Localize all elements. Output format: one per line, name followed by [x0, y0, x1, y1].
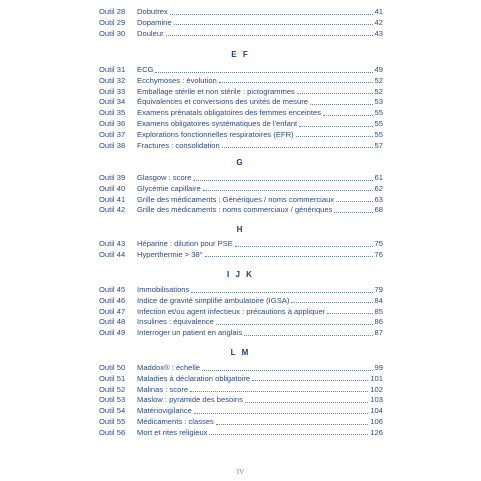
dot-leader	[336, 200, 372, 202]
dot-leader	[291, 301, 372, 303]
dot-leader	[299, 125, 372, 127]
toc-entry-title: Médicaments : classes	[137, 417, 214, 426]
toc-entry-number: Outil 49	[99, 328, 126, 338]
toc-entry-title: Maladies à déclaration obligatoire	[137, 373, 251, 383]
toc-entry[interactable]	[99, 172, 383, 183]
toc-entry[interactable]	[99, 327, 383, 338]
toc-entry-number: Outil 47	[99, 306, 126, 316]
toc-entry-page: 104	[370, 406, 383, 416]
toc-entry-page: 52	[374, 86, 383, 96]
toc-entry-number: Outil 29	[99, 17, 126, 27]
toc-entry[interactable]	[99, 118, 383, 129]
toc-entry-number: Outil 52	[99, 384, 126, 394]
toc-entry-number: Outil 51	[99, 373, 126, 383]
toc-entry-number: Outil 31	[99, 65, 126, 74]
dot-leader	[209, 433, 368, 435]
toc-entry[interactable]	[99, 194, 383, 205]
dot-leader	[296, 135, 373, 137]
toc-entry-title: Glasgow : score	[137, 173, 192, 182]
toc-entry-number: Outil 56	[99, 427, 126, 437]
toc-entry-page: 85	[374, 306, 383, 316]
toc-entry-title: Dobutrex	[137, 7, 168, 16]
dot-leader	[252, 379, 368, 381]
toc-entry-number: Outil 44	[99, 249, 126, 259]
toc-entry-number: Outil 54	[99, 406, 126, 416]
toc-entry[interactable]	[99, 249, 383, 260]
toc-entry-number: Outil 50	[99, 363, 126, 372]
dot-leader	[235, 245, 373, 247]
toc-entry-page: 76	[374, 249, 383, 259]
section-heading: H	[236, 225, 245, 234]
section-heading: E F	[231, 50, 250, 59]
toc-entry-title: Douleur	[137, 28, 164, 38]
dot-leader	[323, 114, 373, 116]
dot-leader	[166, 34, 373, 36]
section-heading: I J K	[227, 270, 254, 279]
toc-entry-page: 87	[374, 328, 383, 338]
toc-entry[interactable]	[99, 17, 383, 28]
toc-entry-title: Maddox® : échelle	[137, 363, 201, 372]
toc-entry-title: Ecchymoses : évolution	[137, 75, 217, 85]
toc-entry-page: 79	[374, 285, 383, 294]
page-number: IV	[236, 468, 245, 476]
toc-entry-page: 62	[374, 183, 383, 193]
toc-entry-number: Outil 55	[99, 417, 126, 426]
toc-entry-number: Outil 32	[99, 75, 126, 85]
toc-entry-page: 63	[374, 194, 383, 204]
toc-entry[interactable]	[99, 284, 383, 295]
dot-leader	[327, 312, 372, 314]
toc-entry-title: Hyperthermie > 38°	[137, 249, 203, 259]
toc-entry[interactable]	[99, 28, 383, 39]
toc-entry[interactable]	[99, 140, 383, 151]
toc-entry-title: Emballage stérile et non stérile : pictogrammes	[137, 86, 295, 96]
toc-entry-title: ECG	[137, 65, 154, 74]
dot-leader	[155, 71, 372, 73]
dot-leader	[310, 103, 373, 105]
toc-entry-page: 84	[374, 295, 383, 305]
toc-entry-number: Outil 43	[99, 239, 126, 248]
toc-entry-page: 103	[370, 395, 383, 405]
dot-leader	[174, 23, 373, 25]
toc-entry[interactable]	[99, 405, 383, 416]
dot-leader	[191, 291, 372, 293]
toc-entry[interactable]	[99, 75, 383, 86]
toc-entry-title: Examens prénatals obligatoires des femmes enceintes	[137, 108, 322, 118]
toc-entry-title: Fractures : consolidation	[137, 140, 220, 150]
toc-entry-page: 126	[370, 427, 383, 437]
dot-leader	[244, 334, 372, 336]
toc-entry[interactable]	[99, 295, 383, 306]
toc-entry-title: Grille des médicaments : noms commerciaux / génériques	[137, 205, 333, 215]
toc-entry[interactable]	[99, 427, 383, 438]
toc-entry[interactable]	[99, 129, 383, 140]
toc-entry-title: Mort et rites religieux	[137, 427, 208, 437]
toc-entry-title: Maslow : pyramide des besoins	[137, 395, 243, 405]
toc-entry-number: Outil 34	[99, 97, 126, 107]
toc-entry-title: Indice de gravité simplifié ambulatoire (IGSA)	[137, 295, 290, 305]
toc-entry-page: 101	[370, 373, 383, 383]
toc-entry-number: Outil 28	[99, 7, 126, 16]
toc-entry-title: Dopamine	[137, 17, 172, 27]
toc-entry-page: 55	[374, 129, 383, 139]
dot-leader	[193, 179, 372, 181]
toc-entry[interactable]	[99, 316, 383, 327]
toc-entry[interactable]	[99, 416, 383, 427]
dot-leader	[190, 390, 368, 392]
toc-entry-number: Outil 35	[99, 108, 126, 118]
toc-entry[interactable]	[99, 362, 383, 373]
toc-entry-title: Explorations fonctionnelles respiratoires (EFR)	[137, 129, 294, 139]
toc-entry-page: 75	[374, 239, 383, 248]
dot-leader	[222, 146, 373, 148]
dot-leader	[216, 323, 373, 325]
dot-leader	[216, 423, 369, 425]
toc-entry-page: 55	[374, 119, 383, 128]
toc-entry[interactable]	[99, 183, 383, 194]
toc-entry-number: Outil 40	[99, 183, 126, 193]
toc-entry[interactable]	[99, 306, 383, 317]
toc-entry-page: 42	[374, 17, 383, 27]
toc-entry-number: Outil 48	[99, 317, 126, 327]
toc-entry-number: Outil 33	[99, 86, 126, 96]
toc-entry-title: Héparine : dilution pour PSE	[137, 239, 233, 248]
dot-leader	[297, 92, 373, 94]
toc-entry-number: Outil 36	[99, 119, 126, 128]
toc-entry-page: 41	[374, 7, 383, 16]
toc-entry-page: 53	[374, 97, 383, 107]
toc-entry[interactable]	[99, 6, 383, 17]
toc-entry[interactable]	[99, 394, 383, 405]
toc-entry-page: 61	[374, 173, 383, 182]
toc-entry-number: Outil 42	[99, 205, 126, 215]
toc-entry-title: Infection et/ou agent infectieux : précautions à appliquer	[137, 306, 326, 316]
toc-entry-number: Outil 39	[99, 173, 126, 182]
toc-entry-page: 86	[374, 317, 383, 327]
dot-leader	[245, 401, 368, 403]
toc-entry-title: Glycémie capillaire	[137, 183, 201, 193]
toc-entry-number: Outil 37	[99, 129, 126, 139]
toc-entry[interactable]	[99, 384, 383, 395]
toc-entry-page: 43	[374, 28, 383, 38]
toc-entry-number: Outil 38	[99, 140, 126, 150]
toc-entry-page: 57	[374, 140, 383, 150]
toc-entry-page: 49	[374, 65, 383, 74]
dot-leader	[205, 255, 373, 257]
toc-entry-page: 68	[374, 205, 383, 215]
toc-entry-page: 52	[374, 75, 383, 85]
toc-entry[interactable]	[99, 64, 383, 75]
toc-entry-title: Examens obligatoires systématiques de l'enfant	[137, 119, 298, 128]
toc-entry-number: Outil 46	[99, 295, 126, 305]
toc-entry-title: Insulines : équivalence	[137, 317, 214, 327]
toc-entry-page: 99	[374, 363, 383, 372]
toc-entry-title: Équivalences et conversions des unités de mesure	[137, 97, 308, 107]
toc-entry[interactable]	[99, 107, 383, 118]
toc-entry-title: Malinas : score	[137, 384, 189, 394]
toc-entry-page: 55	[374, 108, 383, 118]
toc-entry-title: Grille des médicaments : Génériques / noms commerciaux	[137, 194, 335, 204]
toc-entry-page: 106	[370, 417, 383, 426]
toc-entry-page: 102	[370, 384, 383, 394]
toc-entry-title: Interroger un patient en anglais	[137, 328, 243, 338]
toc-entry[interactable]	[99, 238, 383, 249]
toc-entry[interactable]	[99, 96, 383, 107]
dot-leader	[203, 189, 373, 191]
toc-entry[interactable]	[99, 373, 383, 384]
dot-leader	[170, 13, 373, 15]
toc-entry[interactable]	[99, 204, 383, 215]
toc-entry-title: Matériovigilance	[137, 406, 192, 416]
dot-leader	[334, 211, 372, 213]
dot-leader	[219, 81, 373, 83]
toc-entry-title: Immobilisations	[137, 285, 190, 294]
toc-entry-number: Outil 45	[99, 285, 126, 294]
dot-leader	[202, 369, 373, 371]
toc-entry-number: Outil 41	[99, 194, 126, 204]
toc-entry-number: Outil 30	[99, 28, 126, 38]
dot-leader	[194, 412, 368, 414]
section-heading: G	[236, 158, 245, 167]
section-heading: L M	[230, 348, 251, 357]
toc-entry-number: Outil 53	[99, 395, 126, 405]
toc-entry[interactable]	[99, 86, 383, 97]
